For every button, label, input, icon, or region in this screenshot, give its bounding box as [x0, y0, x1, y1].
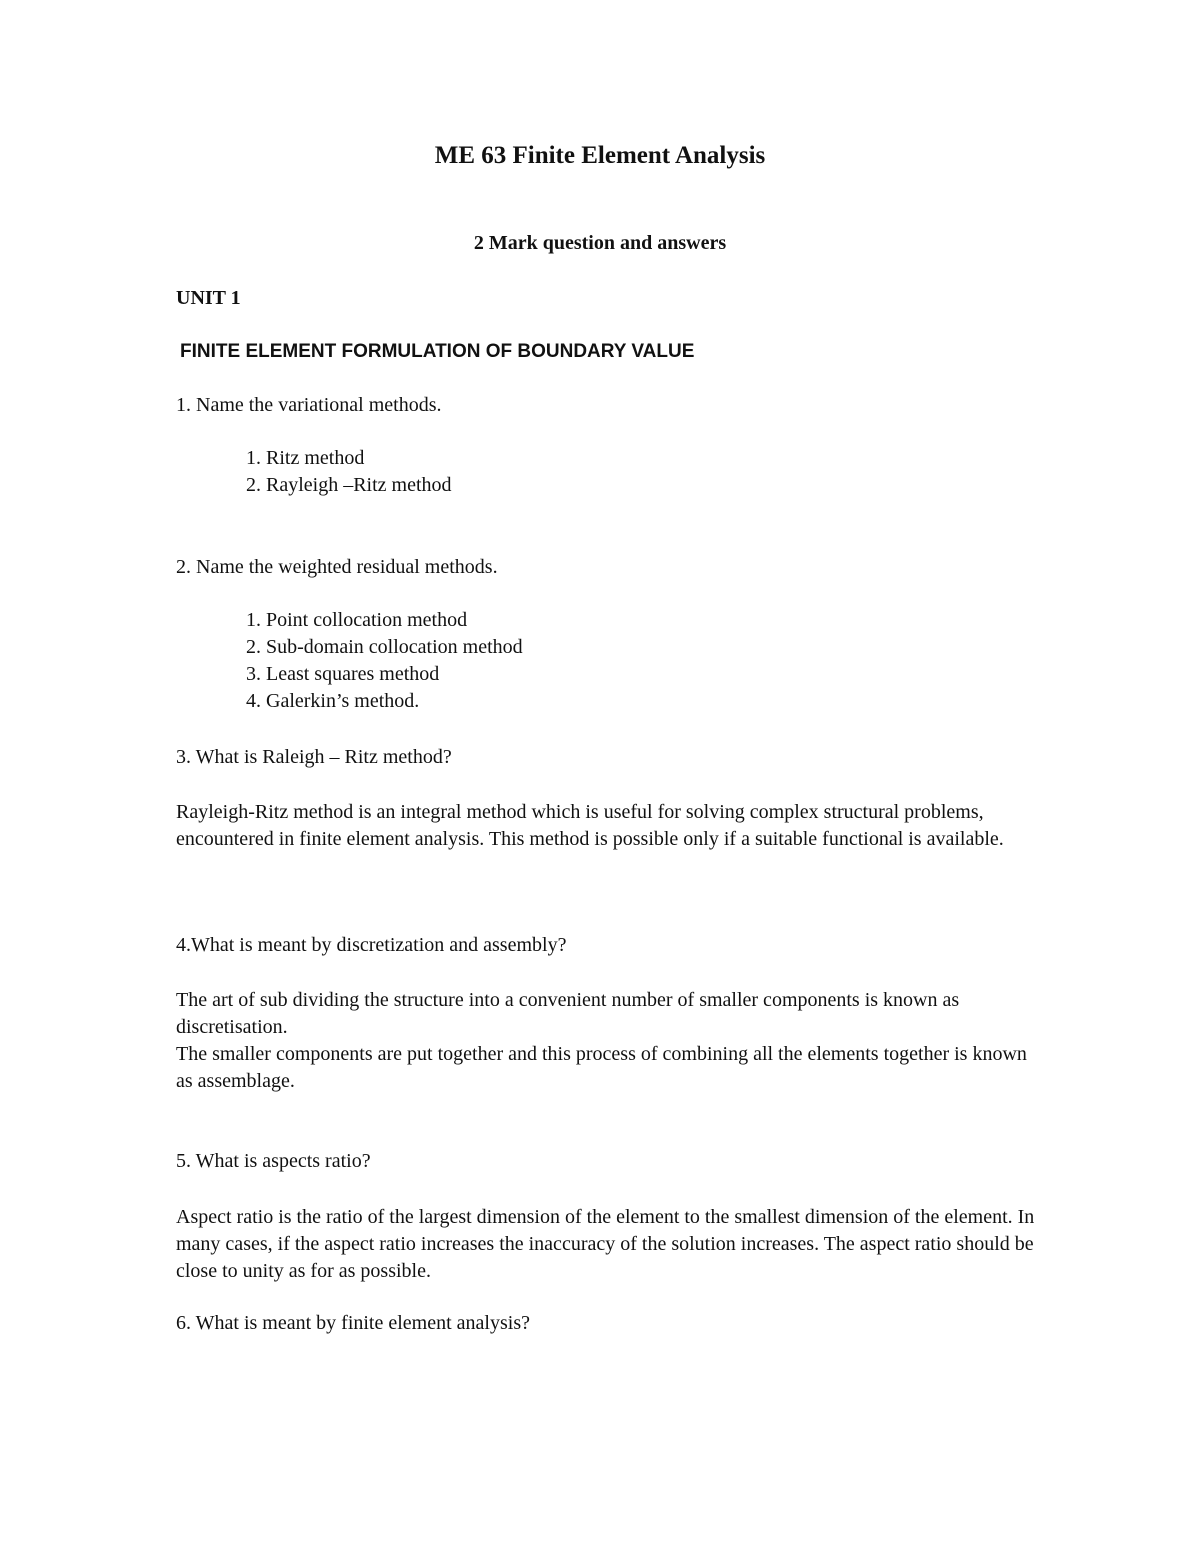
list-item: 3. Least squares method [246, 663, 440, 685]
page-title: ME 63 Finite Element Analysis [434, 142, 766, 169]
answer-3 [176, 799, 1036, 853]
list-item: 2. Rayleigh –Ritz method [246, 474, 452, 496]
answer-5 [176, 1204, 1036, 1285]
answer-paragraph: The art of sub dividing the structure into a convenient number of smaller components is known as discretisation. [176, 989, 960, 1038]
answer-paragraph: Rayleigh-Ritz method is an integral method which is useful for solving complex structural problems, encountered in finite element analysis. This method is possible only if a suitable functional is available. [176, 801, 1004, 850]
answer-4 [176, 987, 1036, 1095]
unit-heading: UNIT 1 [176, 287, 241, 309]
question-6: 6. What is meant by finite element analysis? [176, 1312, 530, 1334]
question-4: 4.What is meant by discretization and assembly? [176, 934, 567, 956]
section-heading: FINITE ELEMENT FORMULATION OF BOUNDARY VALUE [180, 341, 695, 362]
answer-paragraph: The smaller components are put together and this process of combining all the elements together is known as assemblage. [176, 1043, 1027, 1092]
answer-paragraph: Aspect ratio is the ratio of the largest dimension of the element to the smallest dimension of the element. In many cases, if the aspect ratio increases the inaccuracy of the solution increases. The aspect ratio should be close to unity as for as possible. [176, 1206, 1035, 1282]
list-item: 4. Galerkin’s method. [246, 690, 420, 712]
question-5: 5. What is aspects ratio? [176, 1150, 371, 1172]
list-item: 2. Sub-domain collocation method [246, 636, 523, 658]
page-subtitle: 2 Mark question and answers [473, 232, 727, 254]
question-3: 3. What is Raleigh – Ritz method? [176, 746, 452, 768]
list-item: 1. Ritz method [246, 447, 365, 469]
list-item: 1. Point collocation method [246, 609, 468, 631]
question-2: 2. Name the weighted residual methods. [176, 556, 498, 578]
question-1: 1. Name the variational methods. [176, 394, 442, 416]
